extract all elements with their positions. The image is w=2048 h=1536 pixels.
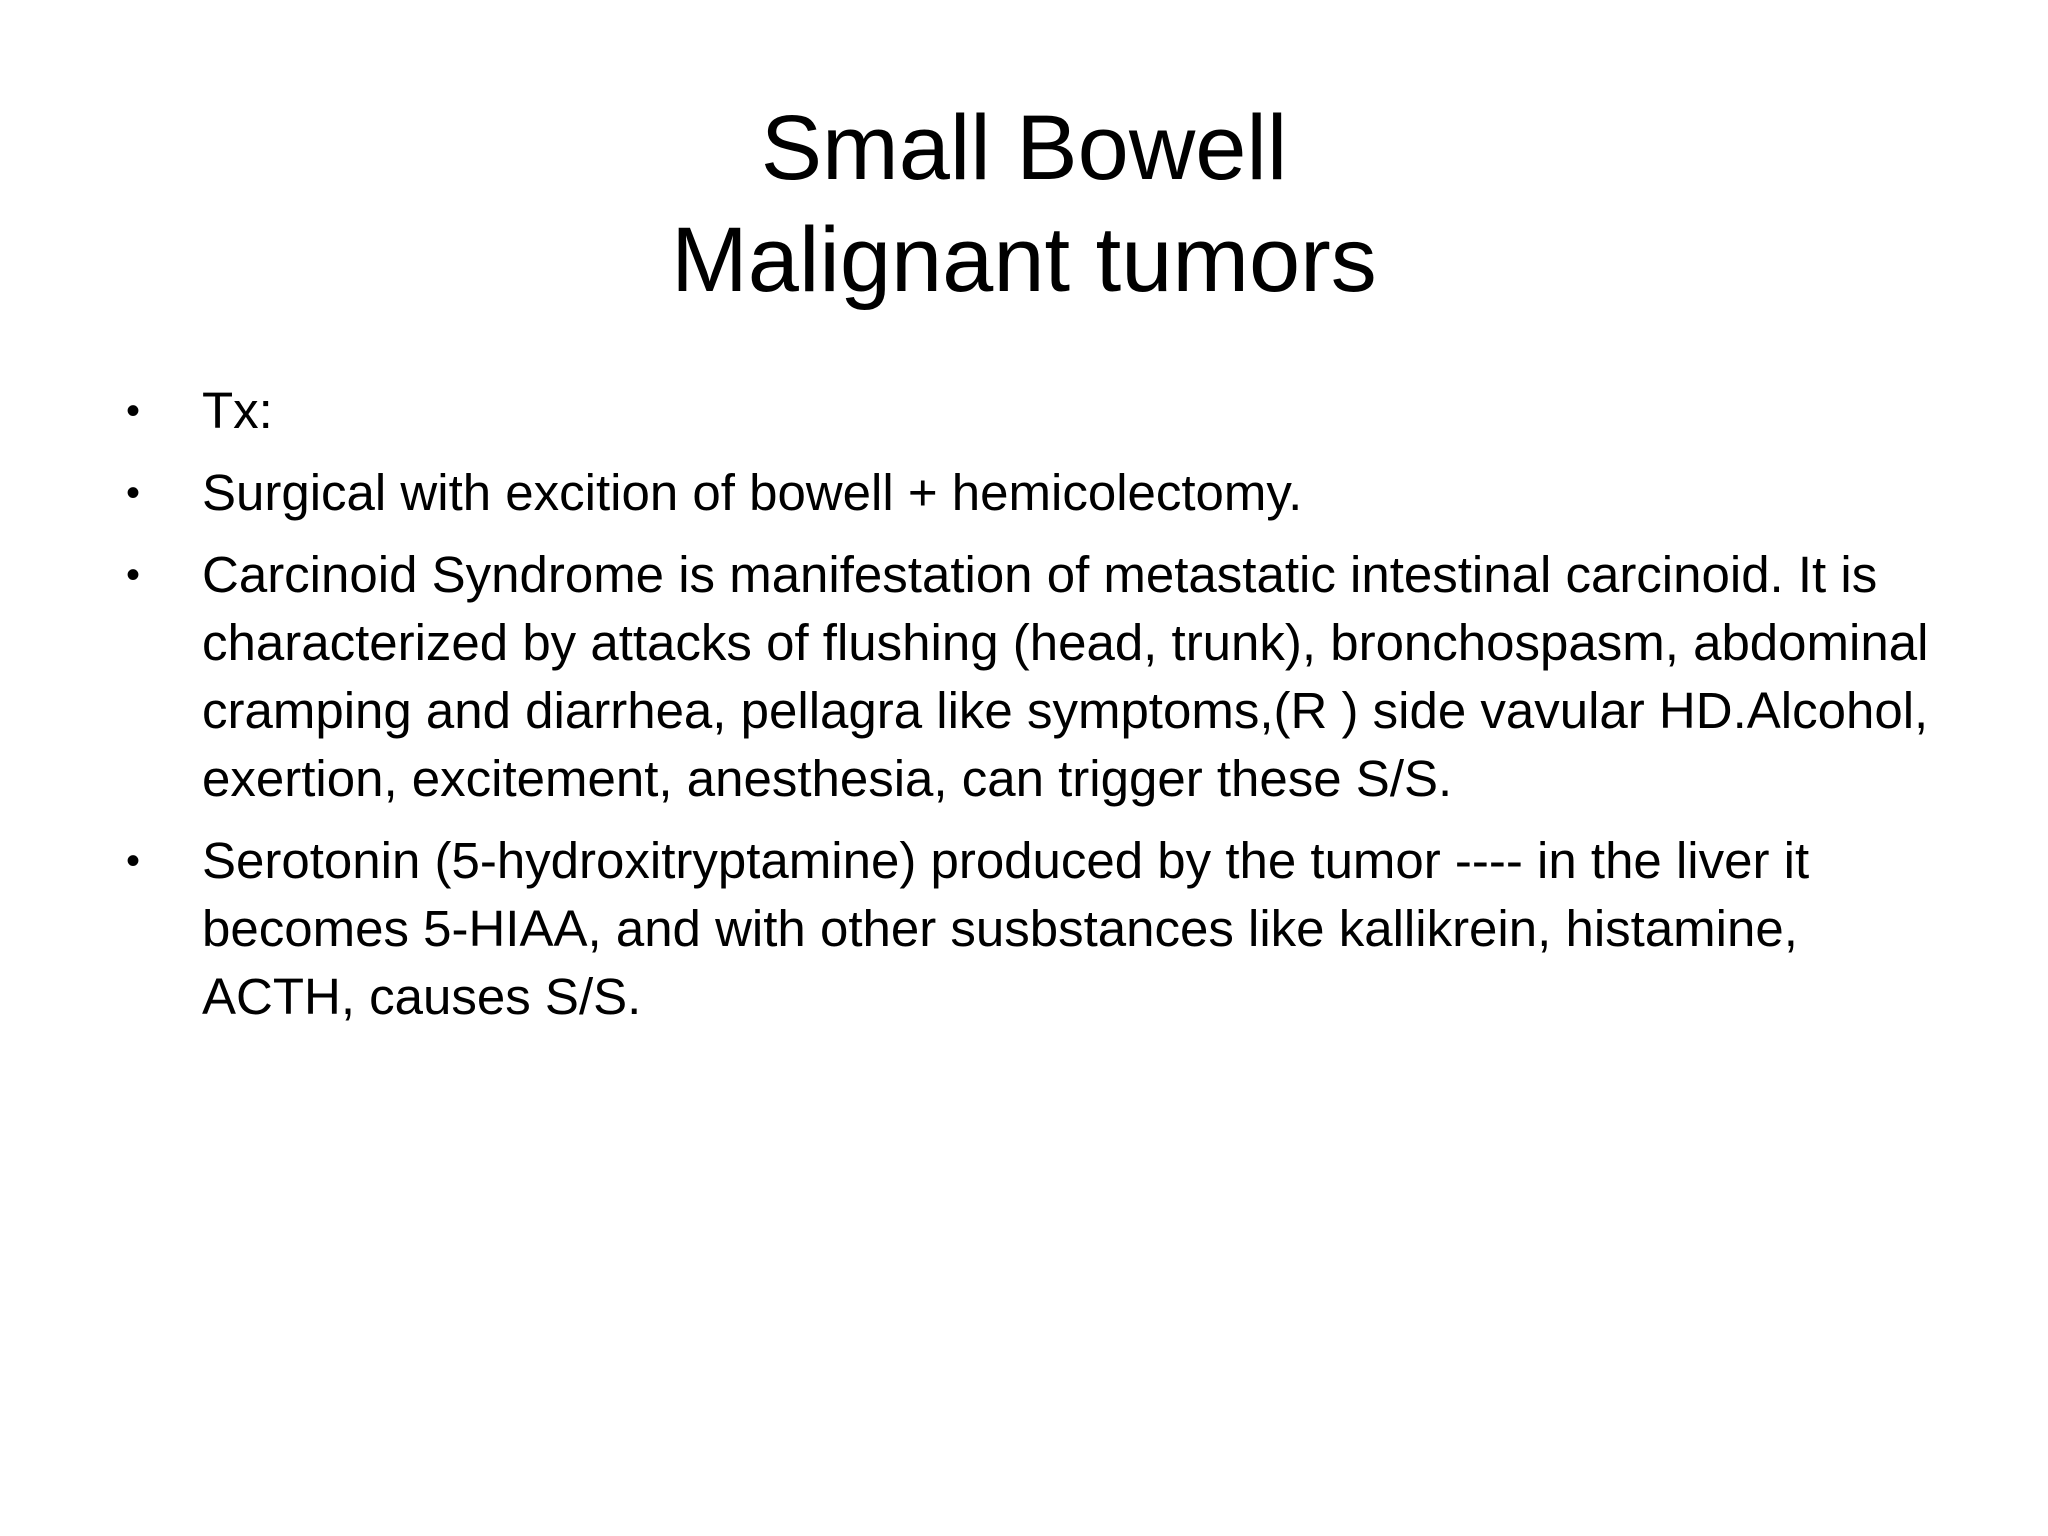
bullet-list [120, 377, 1940, 1045]
title-line-2: Malignant tumors [671, 209, 1377, 311]
bullet-dot-icon: • [126, 839, 141, 883]
bullet-dot-icon: • [126, 389, 141, 433]
bullet-item-serotonin [120, 827, 1940, 1031]
bullet-text: Tx: [202, 382, 273, 439]
bullet-item-surgical [120, 459, 1940, 527]
bullet-text: Surgical with excition of bowell + hemicolectomy. [202, 464, 1303, 521]
bullet-text: Serotonin (5-hydroxitryptamine) produced by the tumor ---- in the liver it becomes 5-HIAA, and with other susbstances like kallikrein, histamine, ACTH, causes S/S. [202, 832, 1810, 1025]
bullet-dot-icon: • [126, 553, 141, 597]
bullet-item-carcinoid-syndrome [120, 541, 1940, 813]
bullet-dot-icon: • [126, 471, 141, 515]
title-line-1: Small Bowell [760, 97, 1288, 199]
bullet-item-tx [120, 377, 1940, 445]
bullet-text: Carcinoid Syndrome is manifestation of metastatic intestinal carcinoid. It is characterized by attacks of flushing (head, trunk), bronchospasm, abdominal cramping and diarrhea, pellagra like symptoms,(R ) side vavular HD.Alcohol, exertion, excitement, anesthesia, can trigger these S/S. [202, 546, 1929, 807]
slide-title [0, 92, 2048, 316]
